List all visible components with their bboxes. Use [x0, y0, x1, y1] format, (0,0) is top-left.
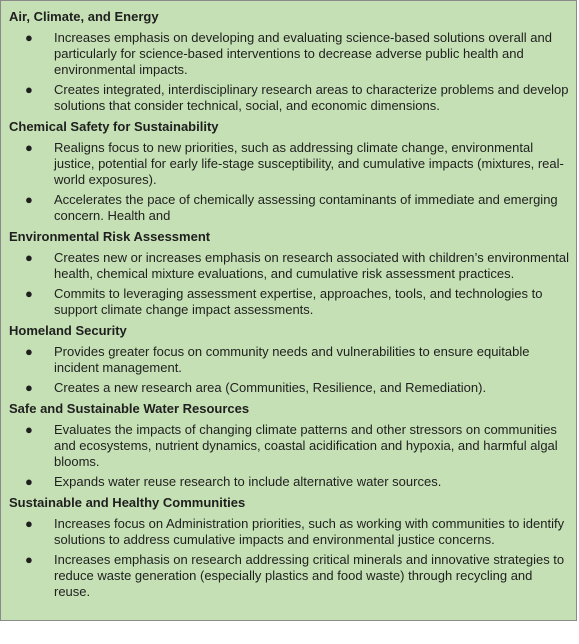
bullet-icon: ●	[25, 192, 33, 207]
bullet-icon: ●	[25, 82, 33, 97]
list-item-text: Creates integrated, interdisciplinary research areas to characterize problems and develop solutions that consider technical, social, and economic dimensions.	[54, 82, 569, 113]
section-heading: Chemical Safety for Sustainability	[9, 119, 219, 134]
list-item	[0, 474, 579, 490]
bullet-icon: ●	[25, 140, 33, 155]
bullet-icon: ●	[25, 516, 33, 531]
bullet-icon: ●	[25, 286, 33, 301]
section-healthy-communities	[0, 495, 579, 600]
section-environmental-risk	[0, 229, 579, 318]
list-item	[0, 250, 579, 282]
section-heading: Sustainable and Healthy Communities	[9, 495, 246, 510]
section-heading: Air, Climate, and Energy	[9, 9, 159, 24]
list-item-text: Expands water reuse research to include alternative water sources.	[54, 474, 442, 489]
list-item	[0, 30, 579, 78]
bullet-list	[0, 140, 579, 224]
section-heading: Environmental Risk Assessment	[9, 229, 211, 244]
list-item	[0, 516, 579, 548]
bullet-icon: ●	[25, 250, 33, 265]
bullet-icon: ●	[25, 474, 33, 489]
section-water-resources	[0, 401, 579, 490]
list-item	[0, 286, 579, 318]
bullet-icon: ●	[25, 30, 33, 45]
list-item-text: Accelerates the pace of chemically assessing contaminants of immediate and emerging concern. Health and	[54, 192, 558, 223]
section-heading: Homeland Security	[9, 323, 127, 338]
list-item-text: Increases emphasis on developing and evaluating science-based solutions overall and particularly for science-based interventions to decrease adverse public health and environmental impacts.	[54, 30, 552, 77]
section-homeland-security	[0, 323, 579, 396]
list-item-text: Provides greater focus on community needs and vulnerabilities to ensure equitable incident management.	[54, 344, 530, 375]
list-item	[0, 380, 579, 396]
list-item-text: Creates new or increases emphasis on research associated with children’s environmental health, chemical mixture evaluations, and cumulative risk assessment practices.	[54, 250, 569, 281]
section-heading: Safe and Sustainable Water Resources	[9, 401, 250, 416]
list-item-text: Increases emphasis on research addressing critical minerals and innovative strategies to reduce waste generation (especially plastics and food waste) through recycling and reuse.	[54, 552, 565, 599]
list-item-text: Creates a new research area (Communities, Resilience, and Remediation).	[54, 380, 487, 395]
bullet-list	[0, 30, 579, 114]
bullet-list	[0, 344, 579, 396]
list-item	[0, 140, 579, 188]
bullet-list	[0, 250, 579, 318]
bullet-list	[0, 516, 579, 600]
list-item-text: Commits to leveraging assessment expertise, approaches, tools, and technologies to support climate change impact assessments.	[54, 286, 543, 317]
bullet-icon: ●	[25, 380, 33, 395]
list-item	[0, 344, 579, 376]
list-item-text: Increases focus on Administration priorities, such as working with communities to identify solutions to address cumulative impacts and environmental justice concerns.	[54, 516, 565, 547]
bullet-icon: ●	[25, 552, 33, 567]
list-item	[0, 422, 579, 470]
section-chemical-safety	[0, 119, 579, 224]
list-item-text: Evaluates the impacts of changing climate patterns and other stressors on communities and ecosystems, nutrient dynamics, coastal acidification and hypoxia, and harmful algal blooms.	[54, 422, 558, 469]
list-item-text: Realigns focus to new priorities, such as addressing climate change, environmental justice, potential for early life-stage susceptibility, and cumulative impacts (mixtures, real-world exposures).	[54, 140, 564, 187]
section-air-climate-energy	[0, 9, 579, 114]
bullet-list	[0, 422, 579, 490]
list-item	[0, 82, 579, 114]
list-item	[0, 192, 579, 224]
bullet-icon: ●	[25, 422, 33, 437]
bullet-icon: ●	[25, 344, 33, 359]
list-item	[0, 552, 579, 600]
